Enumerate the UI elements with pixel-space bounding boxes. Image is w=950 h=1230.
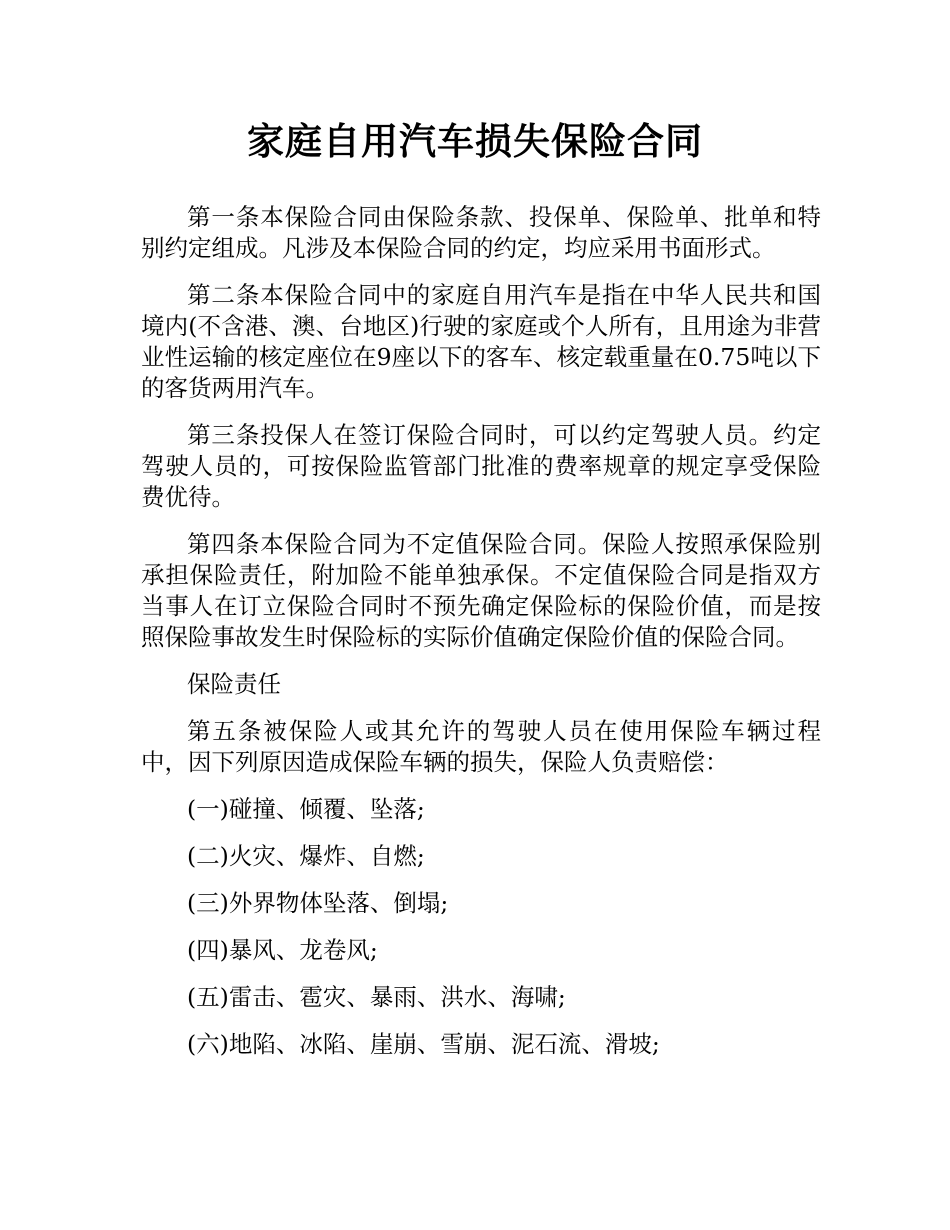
list-item-2: (二)火灾、爆炸、自燃;	[187, 842, 425, 870]
document-title: 家庭自用汽车损失保险合同	[247, 120, 703, 163]
list-item-3: (三)外界物体坠落、倒塌;	[187, 889, 449, 917]
article-1-paragraph: 第一条本保险合同由保险条款、投保单、保险单、批单和特别约定组成。凡涉及本保险合同的约定，均应采用书面形式。	[141, 203, 821, 262]
list-item-5: (五)雷击、雹灾、暴雨、洪水、海啸;	[187, 983, 566, 1011]
section-heading-insurance-liability: 保险责任	[187, 670, 281, 698]
article-5-paragraph: 第五条被保险人或其允许的驾驶人员在使用保险车辆过程中，因下列原因造成保险车辆的损失，保险人负责赔偿：	[141, 717, 821, 776]
article-4-paragraph: 第四条本保险合同为不定值保险合同。保险人按照承保险别承担保险责任，附加险不能单独承保。不定值保险合同是指双方当事人在订立保险合同时不预先确定保险标的保险价值，而是按照保险事故发生时保险标的实际价值确定保险价值的保险合同。	[141, 530, 821, 651]
document-body	[141, 202, 821, 1076]
article-3-paragraph: 第三条投保人在签订保险合同时，可以约定驾驶人员。约定驾驶人员的，可按保险监管部门批准的费率规章的规定享受保险费优待。	[141, 421, 821, 511]
list-item-6: (六)地陷、冰陷、崖崩、雪崩、泥石流、滑坡;	[187, 1030, 660, 1058]
list-item-1: (一)碰撞、倾覆、坠落;	[187, 795, 425, 823]
article-2-paragraph: 第二条本保险合同中的家庭自用汽车是指在中华人民共和国境内(不含港、澳、台地区)行驶的家庭或个人所有，且用途为非营业性运输的核定座位在9座以下的客车、核定载重量在0.75吨以下的客货两用汽车。	[141, 281, 821, 402]
list-item-4: (四)暴风、龙卷风;	[187, 936, 378, 964]
